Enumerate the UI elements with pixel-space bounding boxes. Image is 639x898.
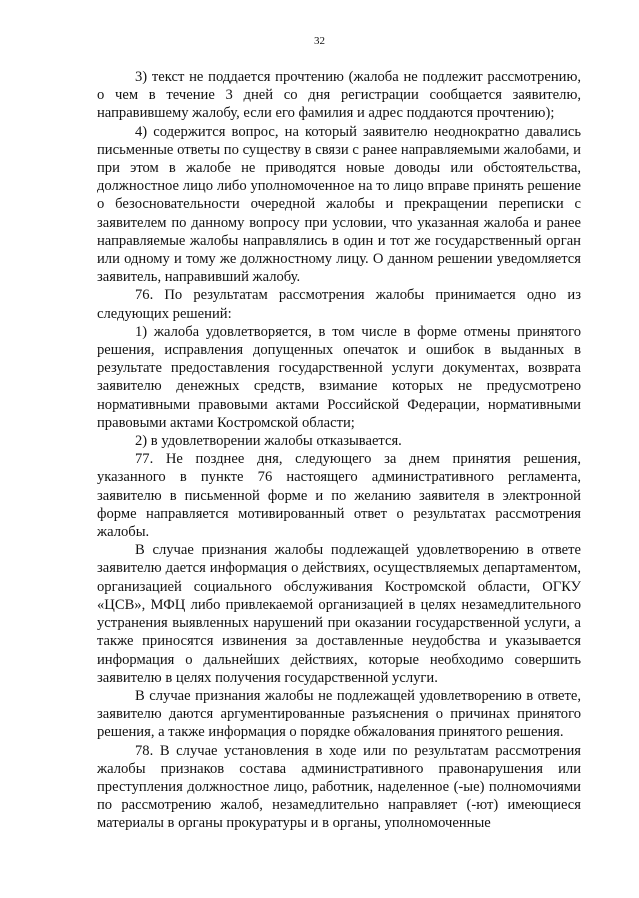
paragraph-rejected-case: В случае признания жалобы не подлежащей удовлетворению в ответе, заявителю даются аргументированные разъяснения о причинах принятого решения, а также информация о порядке обжалования принятого решения. [97,687,581,741]
document-body [97,68,581,833]
paragraph-section-76: 76. По результатам рассмотрения жалобы принимается одно из следующих решений: [97,287,581,322]
paragraph-section-77: 77. Не позднее дня, следующего за днем принятия решения, указанного в пункте 76 настоящего административного регламента, заявителю в письменной форме и по желанию заявителя в электронной форме направляется мотивированный ответ о результатах рассмотрения жалобы. [97,451,581,541]
paragraph-item-4: 4) содержится вопрос, на который заявителю неоднократно давались письменные ответы по существу в связи с ранее направляемыми жалобами, и при этом в жалобе не приводятся новые доводы или обстоятельства, должностное лицо либо уполномоченное на то лицо вправе принять решение о безосновательности очередной жалобы и прекращении переписки с заявителем по данному вопросу при условии, что указанная жалоба и ранее направляемые жалобы направлялись в один и тот же государственный орган или одному и тому же должностному лицу. О данном решении уведомляется заявитель, направивший жалобу. [97,123,581,286]
paragraph-decision-1: 1) жалоба удовлетворяется, в том числе в форме отмены принятого решения, исправления допущенных опечаток и ошибок в выданных в результате предоставления государственной услуги документах, возврата заявителю денежных средств, взимание которых не предусмотрено нормативными правовыми актами Российской Федерации, нормативными правовыми актами Костромской области; [97,323,581,431]
paragraph-decision-2: 2) в удовлетворении жалобы отказывается. [135,433,402,450]
paragraph-item-3: 3) текст не поддается прочтению (жалоба не подлежит рассмотрению, о чем в течение 3 дней со дня регистрации сообщается заявителю, направившему жалобу, если его фамилия и адрес поддаются прочтению); [97,69,581,122]
paragraph-satisfied-case: В случае признания жалобы подлежащей удовлетворению в ответе заявителю дается информация о действиях, осуществляемых департаментом, организацией социального обслуживания Костромской области, ОГКУ «ЦСВ», МФЦ либо привлекаемой организацией в целях незамедлительного устранения выявленных нарушений при оказании государственной услуги, а также приносятся извинения за доставленные неудобства и указывается информация о дальнейших действиях, которые необходимо совершить заявителю в целях получения государственной услуги. [97,542,581,686]
paragraph-section-78: 78. В случае установления в ходе или по результатам рассмотрения жалобы признаков состава административного правонарушения или преступления должностное лицо, работник, наделенное (-ые) полномочиями по рассмотрению жалоб, незамедлительно направляет (-ют) имеющиеся материалы в органы прокуратуры и в органы, уполномоченные [97,742,581,832]
page-number: 32 [314,35,325,47]
